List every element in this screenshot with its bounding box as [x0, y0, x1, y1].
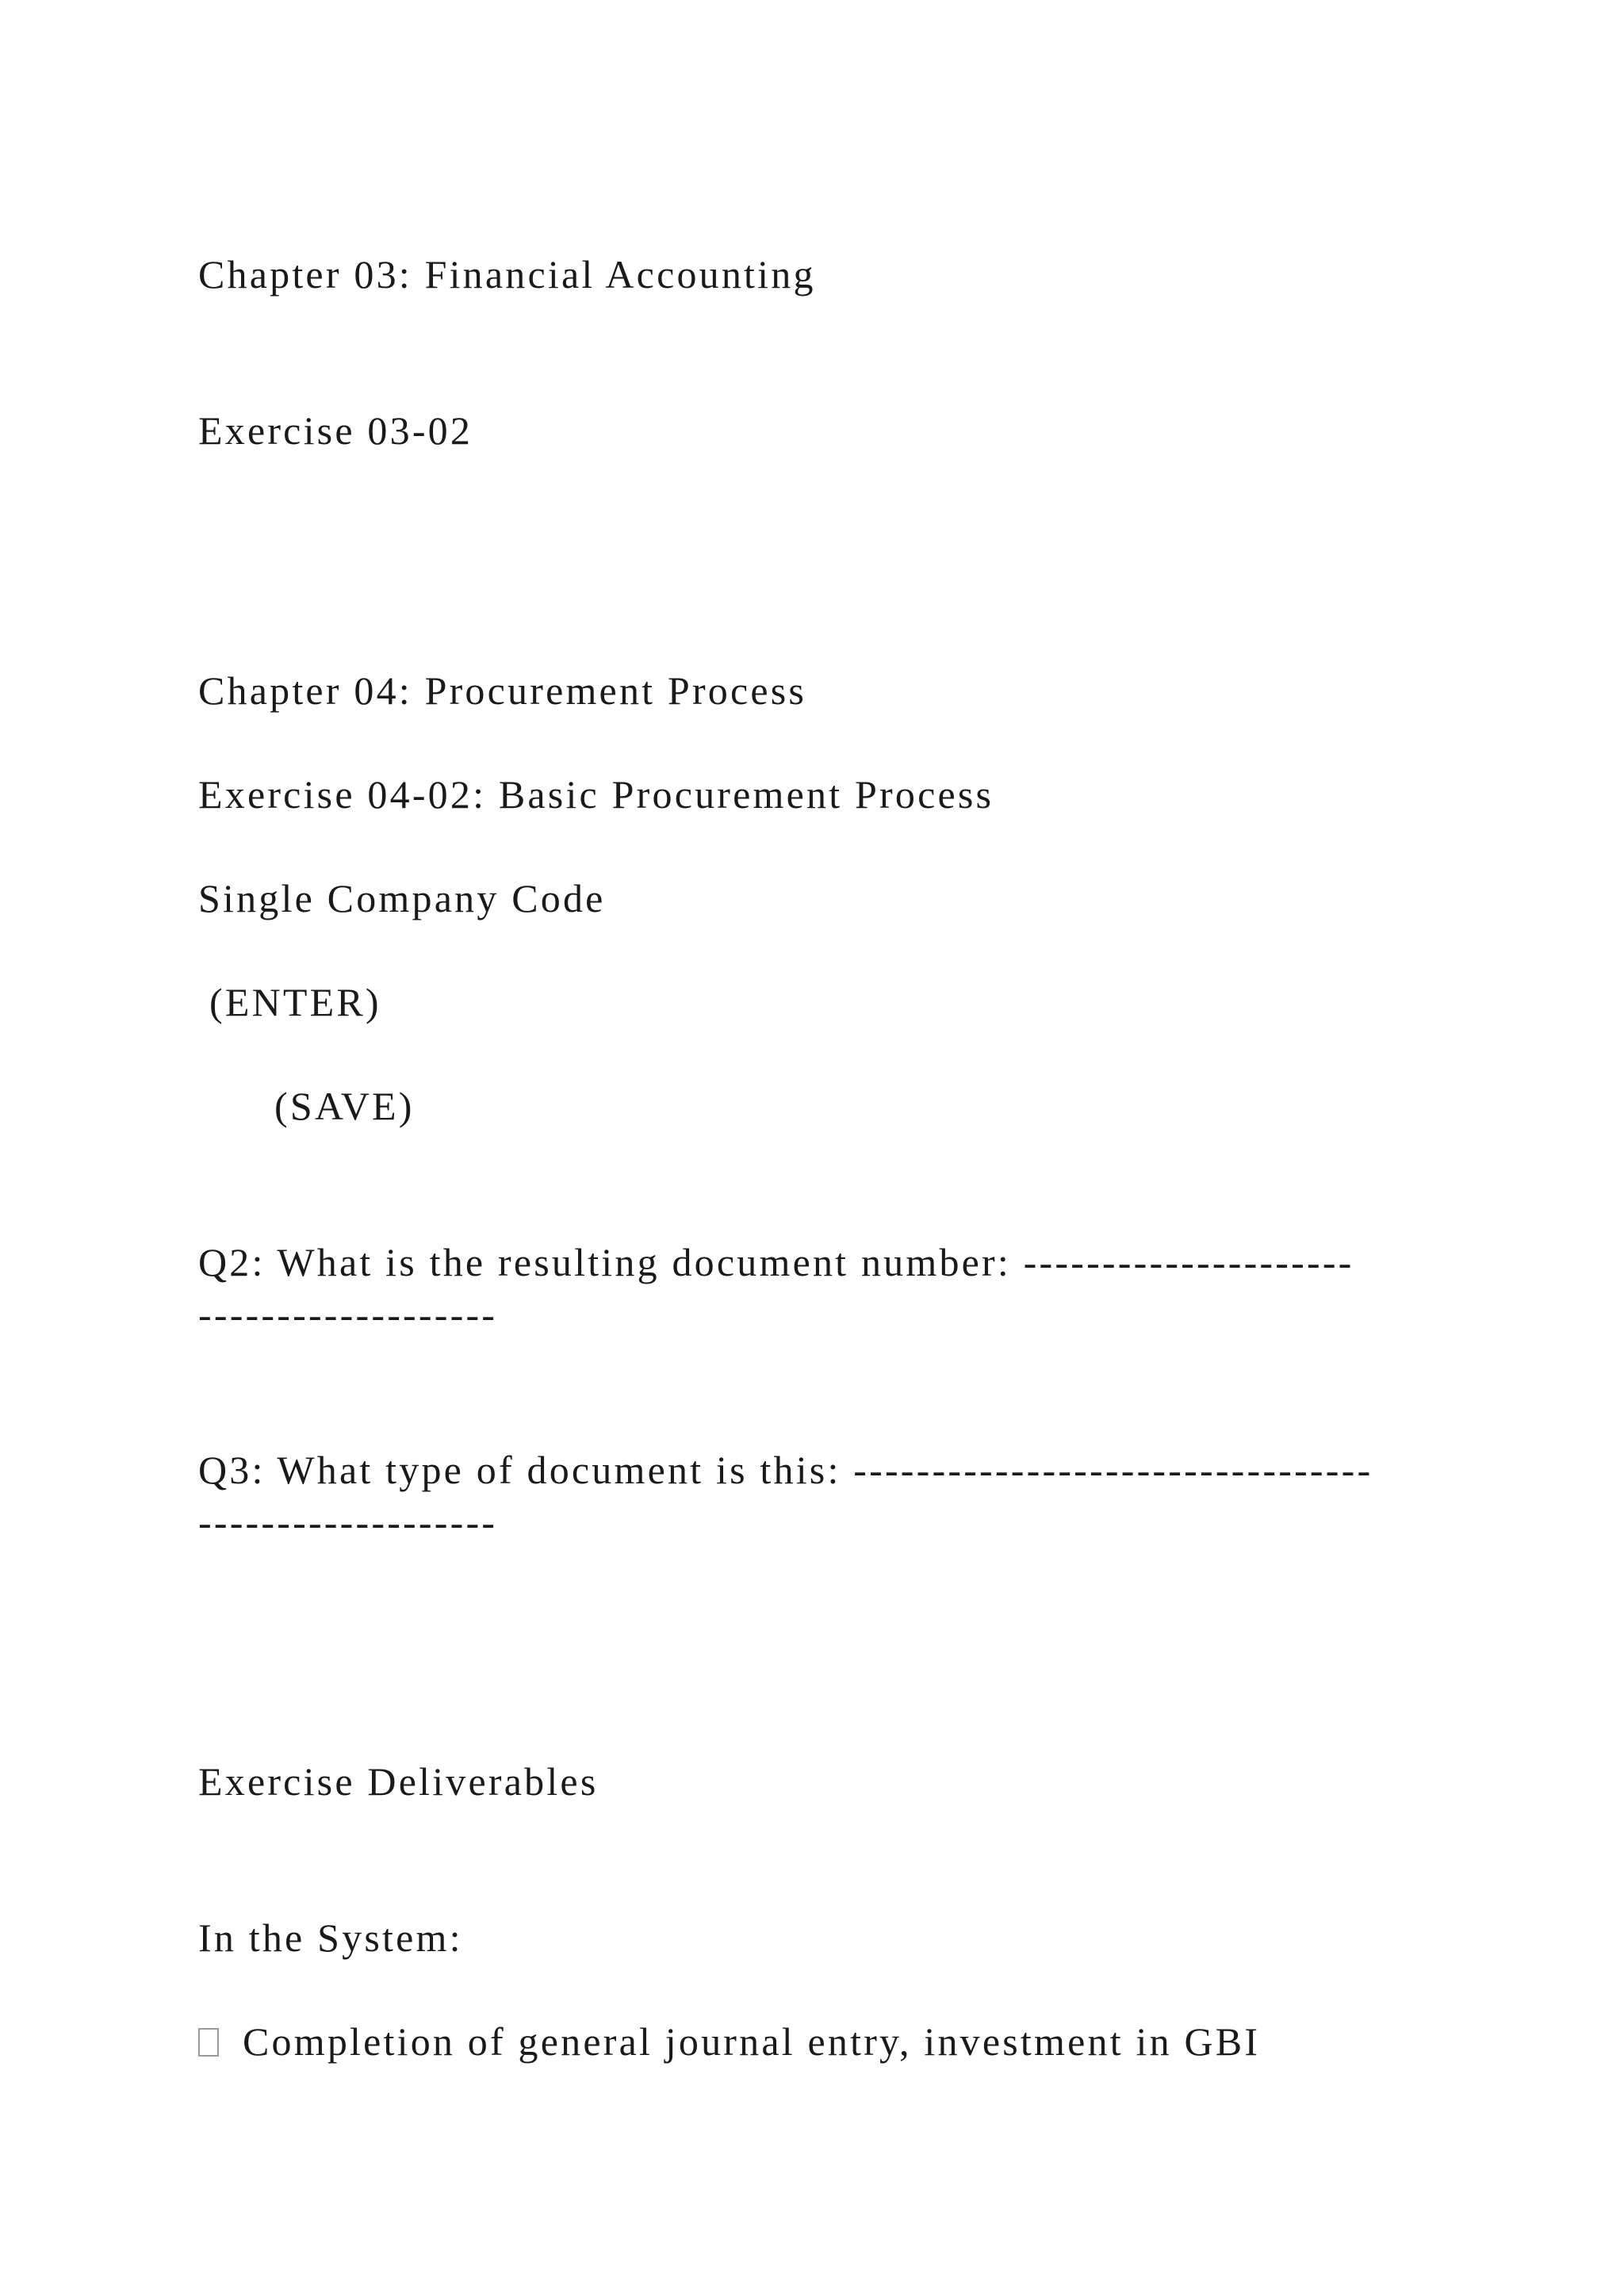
exercise-04-02-heading: Exercise 04-02: Basic Procurement Process [198, 772, 994, 817]
question-q2-line-1: Q2: What is the resulting document number: --------------------- [198, 1240, 1354, 1284]
in-the-system-label: In the System: [198, 1915, 463, 1960]
enter-instruction: (ENTER) [209, 980, 381, 1024]
question-q2-line-2: ------------------- [198, 1292, 498, 1337]
single-company-code-label: Single Company Code [198, 876, 606, 920]
deliverable-item [198, 2015, 1260, 2068]
checkbox-icon [198, 2028, 219, 2057]
exercise-03-02-heading: Exercise 03-02 [198, 408, 473, 453]
question-q3-line-2: ------------------- [198, 1500, 498, 1544]
chapter-03-heading: Chapter 03: Financial Accounting [198, 252, 816, 297]
exercise-deliverables-heading: Exercise Deliverables [198, 1759, 599, 1804]
question-q3-line-1: Q3: What type of document is this: --------------------------------- [198, 1448, 1373, 1492]
deliverable-item-text: Completion of general journal entry, investment in GBI [243, 2019, 1261, 2064]
save-instruction: (SAVE) [274, 1084, 415, 1128]
chapter-04-heading: Chapter 04: Procurement Process [198, 668, 807, 713]
